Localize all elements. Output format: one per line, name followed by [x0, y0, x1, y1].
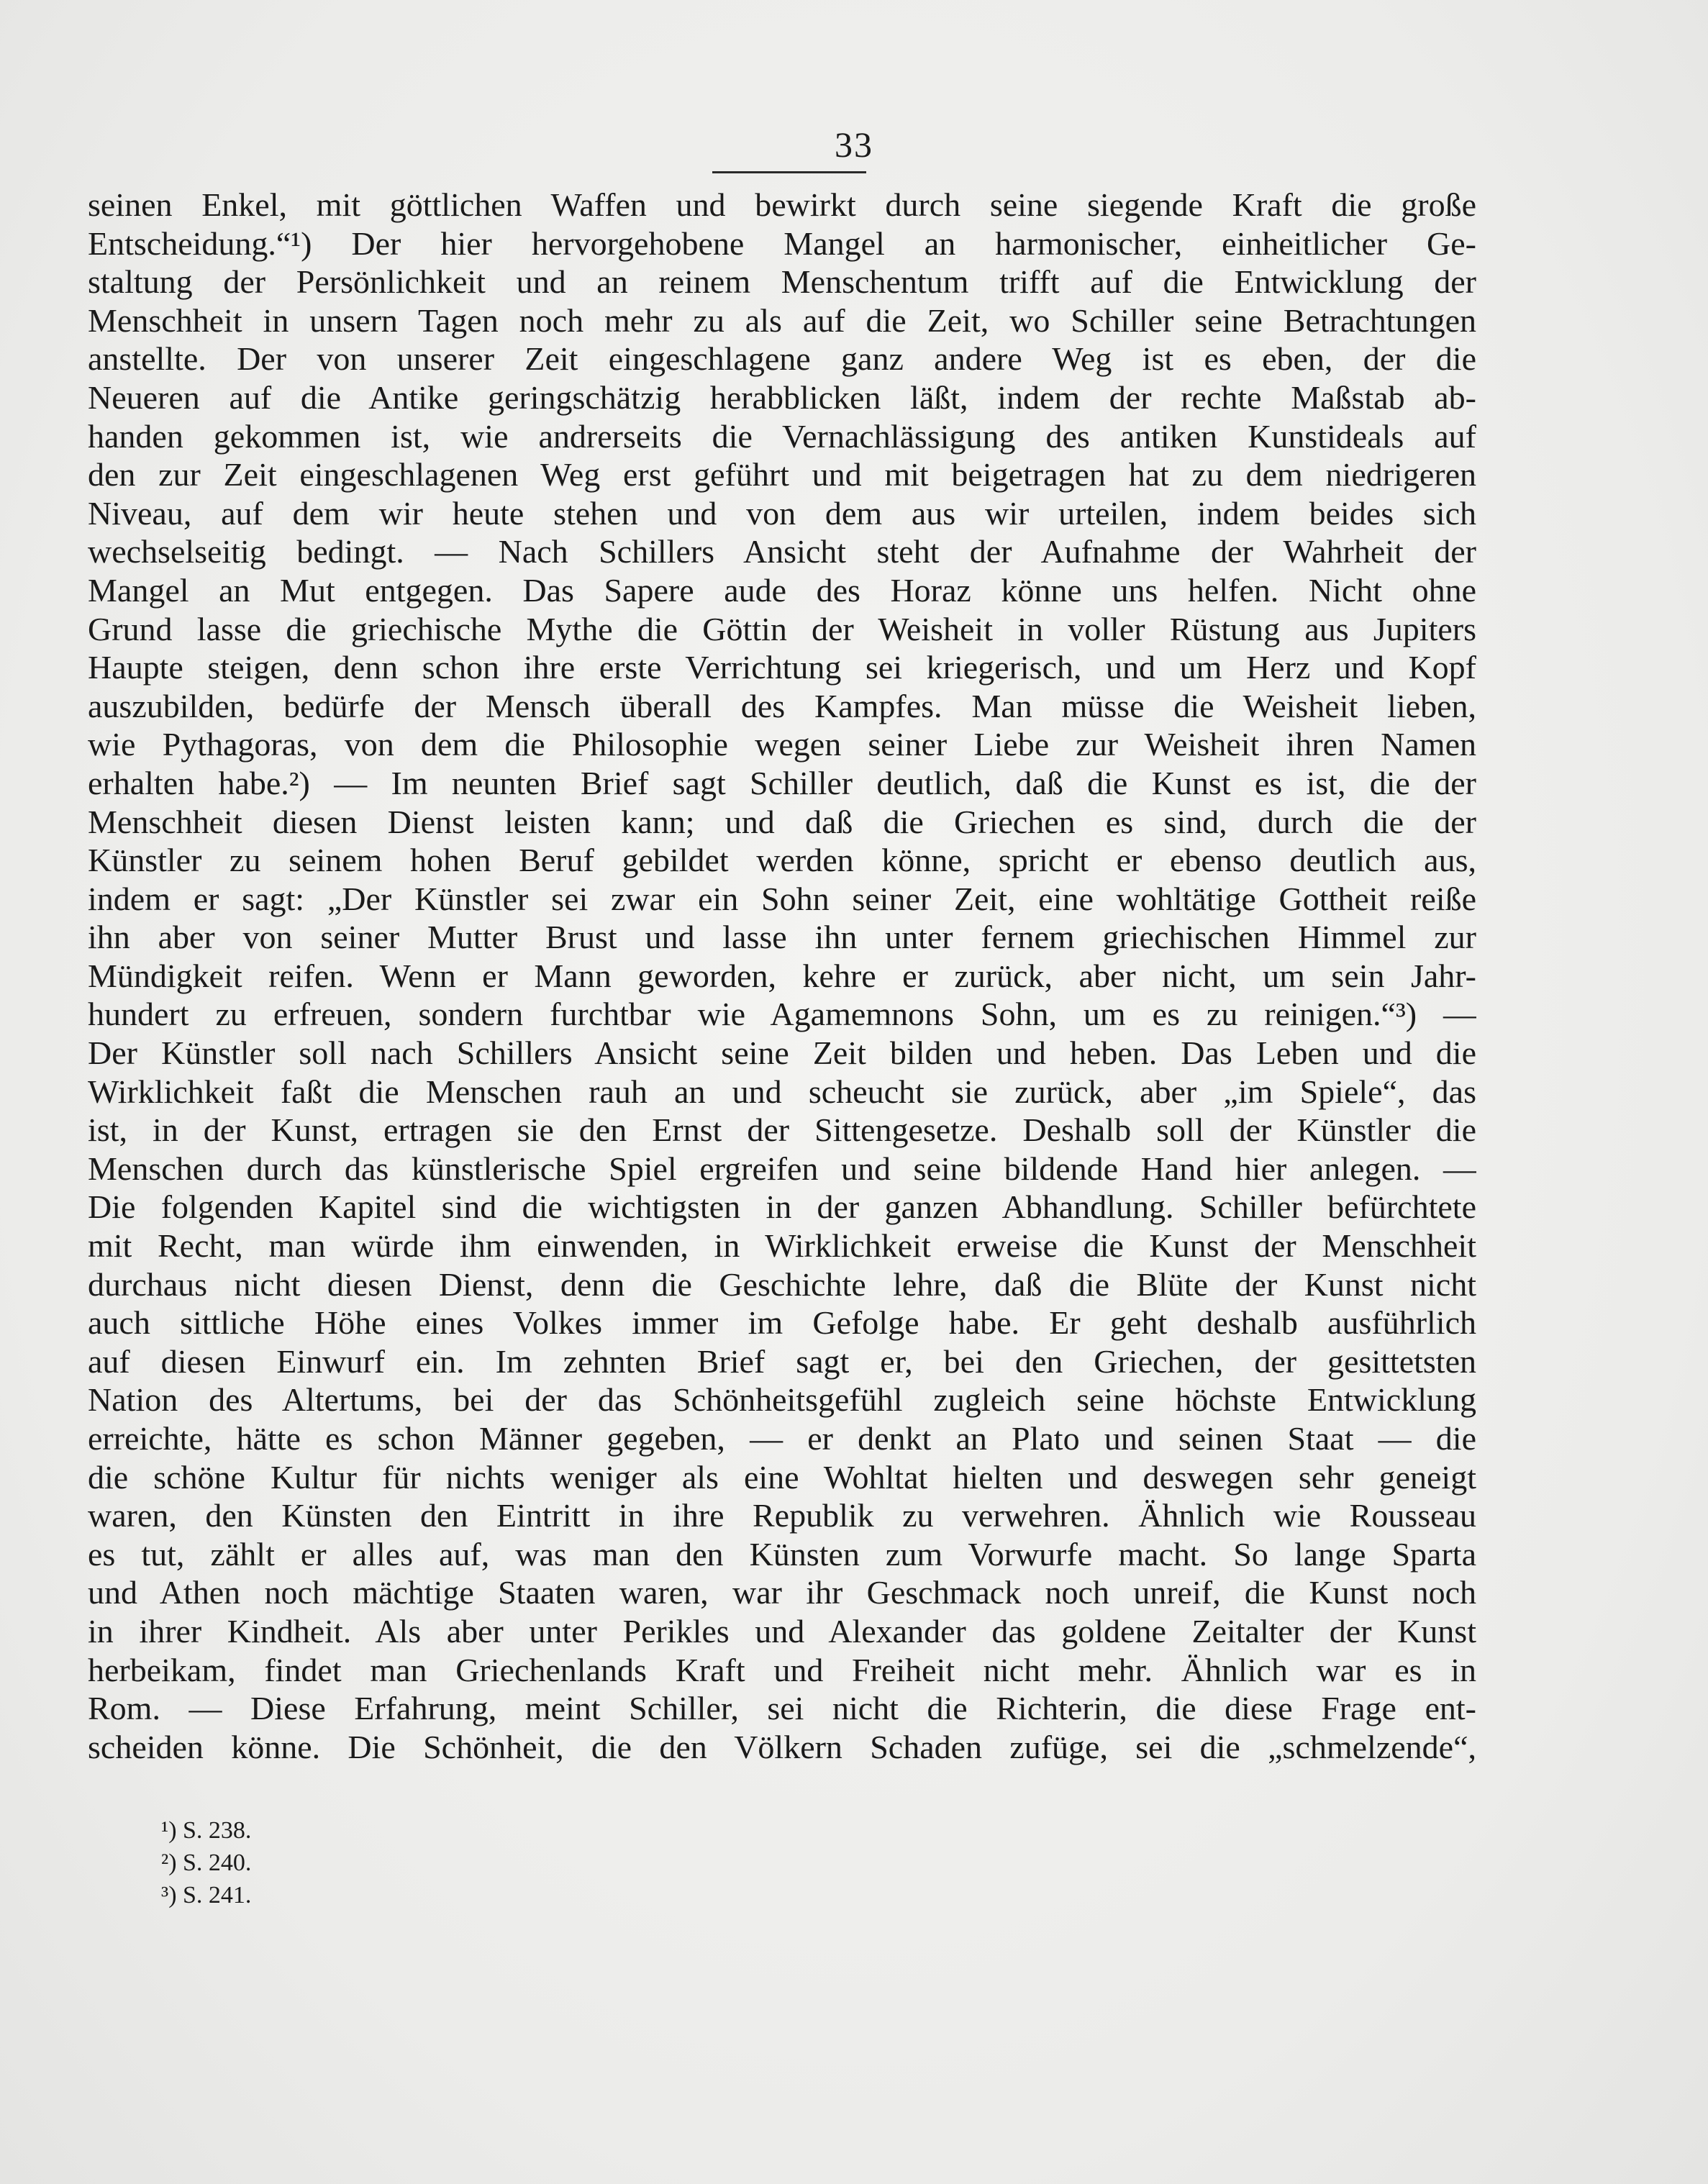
text-line: die schöne Kultur für nichts weniger als eine Wohltat hielten und deswegen sehr geneigt [88, 1458, 1476, 1496]
text-line: handen gekommen ist, wie andrerseits die Vernachlässigung des antiken Kunstideals auf [88, 417, 1476, 455]
footnotes [161, 1814, 593, 1911]
text-line: den zur Zeit eingeschlagenen Weg erst geführt und mit beigetragen hat zu dem niedrigeren [88, 456, 1476, 493]
page-number: 33 [835, 124, 873, 165]
text-line: erhalten habe.²) — Im neunten Brief sagt Schiller deutlich, daß die Kunst es ist, die der [88, 764, 1476, 801]
text-line: in ihrer Kindheit. Als aber unter Perikles und Alexander das goldene Zeitalter der Kunst [88, 1612, 1476, 1650]
text-line: ihn aber von seiner Mutter Brust und lasse ihn unter fernem griechischen Himmel zur [88, 919, 1476, 956]
text-line: mit Recht, man würde ihm einwenden, in Wirklichkeit erweise die Kunst der Menschheit [88, 1227, 1476, 1265]
text-line: Mündigkeit reifen. Wenn er Mann geworden, kehre er zurück, aber nicht, um sein Jahr- [88, 957, 1476, 994]
footnote: ²) S. 240. [161, 1849, 252, 1876]
text-line: erreichte, hätte es schon Männer gegeben, — er denkt an Plato und seinen Staat — die [88, 1420, 1476, 1457]
footnote: ¹) S. 238. [161, 1817, 252, 1844]
text-line: Menschen durch das künstlerische Spiel ergreifen und seine bildende Hand hier anlegen. — [88, 1150, 1476, 1187]
text-line: Entscheidung.“¹) Der hier hervorgehobene Mangel an harmonischer, einheitlicher Ge- [88, 224, 1476, 262]
text-line: Mangel an Mut entgegen. Das Sapere aude des Horaz könne uns helfen. Nicht ohne [88, 571, 1476, 609]
text-line: auszubilden, bedürfe der Mensch überall des Kampfes. Man müsse die Weisheit lieben, [88, 687, 1476, 724]
text-line: auch sittliche Höhe eines Volkes immer im Gefolge habe. Er geht deshalb ausführlich [88, 1304, 1476, 1342]
text-line: Grund lasse die griechische Mythe die Göttin der Weisheit in voller Rüstung aus Jupiters [88, 610, 1476, 647]
page-number-rule [712, 171, 866, 173]
text-line: Nation des Altertums, bei der das Schönheitsgefühl zugleich seine höchste Entwicklung [88, 1381, 1476, 1419]
footnote: ³) S. 241. [161, 1882, 252, 1908]
text-line: und Athen noch mächtige Staaten waren, war ihr Geschmack noch unreif, die Kunst noch [88, 1574, 1476, 1611]
text-line: Der Künstler soll nach Schillers Ansicht seine Zeit bilden und heben. Das Leben und die [88, 1034, 1476, 1072]
text-line: Menschheit diesen Dienst leisten kann; und daß die Griechen es sind, durch die der [88, 803, 1476, 840]
text-line: hundert zu erfreuen, sondern furchtbar wie Agamemnons Sohn, um es zu reinigen.“³) — [88, 996, 1476, 1033]
text-line: Niveau, auf dem wir heute stehen und von dem aus wir urteilen, indem beides sich [88, 494, 1476, 532]
text-line: Wirklichkeit faßt die Menschen rauh an und scheucht sie zurück, aber „im Spiele“, das [88, 1073, 1476, 1110]
text-line: wie Pythagoras, von dem die Philosophie wegen seiner Liebe zur Weisheit ihren Namen [88, 726, 1476, 763]
text-line: durchaus nicht diesen Dienst, denn die Geschichte lehre, daß die Blüte der Kunst nicht [88, 1265, 1476, 1303]
text-line: ist, in der Kunst, ertragen sie den Ernst der Sittengesetze. Deshalb soll der Künstler die [88, 1111, 1476, 1149]
body-text [88, 186, 1476, 1766]
text-line: seinen Enkel, mit göttlichen Waffen und bewirkt durch seine siegende Kraft die große [88, 186, 1476, 223]
text-line: scheiden könne. Die Schönheit, die den Völkern Schaden zufüge, sei die „schmelzende“, [88, 1728, 1476, 1765]
text-line: Künstler zu seinem hohen Beruf gebildet werden könne, spricht er ebenso deutlich aus, [88, 842, 1476, 879]
text-line: Menschheit in unsern Tagen noch mehr zu als auf die Zeit, wo Schiller seine Betrachtungen [88, 301, 1476, 339]
text-line: wechselseitig bedingt. — Nach Schillers Ansicht steht der Aufnahme der Wahrheit der [88, 533, 1476, 570]
text-line: Haupte steigen, denn schon ihre erste Verrichtung sei kriegerisch, und um Herz und Kopf [88, 649, 1476, 686]
text-line: Rom. — Diese Erfahrung, meint Schiller, sei nicht die Richterin, die diese Frage ent- [88, 1690, 1476, 1727]
text-line: Neueren auf die Antike geringschätzig herabblicken läßt, indem der rechte Maßstab ab- [88, 378, 1476, 416]
text-line: staltung der Persönlichkeit und an reinem Menschentum trifft auf die Entwicklung der [88, 263, 1476, 301]
text-line: herbeikam, findet man Griechenlands Kraft und Freiheit nicht mehr. Ähnlich war es in [88, 1651, 1476, 1688]
text-line: auf diesen Einwurf ein. Im zehnten Brief sagt er, bei den Griechen, der gesittetsten [88, 1342, 1476, 1380]
text-line: waren, den Künsten den Eintritt in ihre Republik zu verwehren. Ähnlich wie Rousseau [88, 1497, 1476, 1534]
text-line: Die folgenden Kapitel sind die wichtigsten in der ganzen Abhandlung. Schiller befürchtete [88, 1188, 1476, 1226]
text-line: anstellte. Der von unserer Zeit eingeschlagene ganz andere Weg ist es eben, der die [88, 340, 1476, 378]
text-line: es tut, zählt er alles auf, was man den Künsten zum Vorwurfe macht. So lange Sparta [88, 1535, 1476, 1573]
text-line: indem er sagt: „Der Künstler sei zwar ein Sohn seiner Zeit, eine wohltätige Gottheit reiße [88, 880, 1476, 917]
